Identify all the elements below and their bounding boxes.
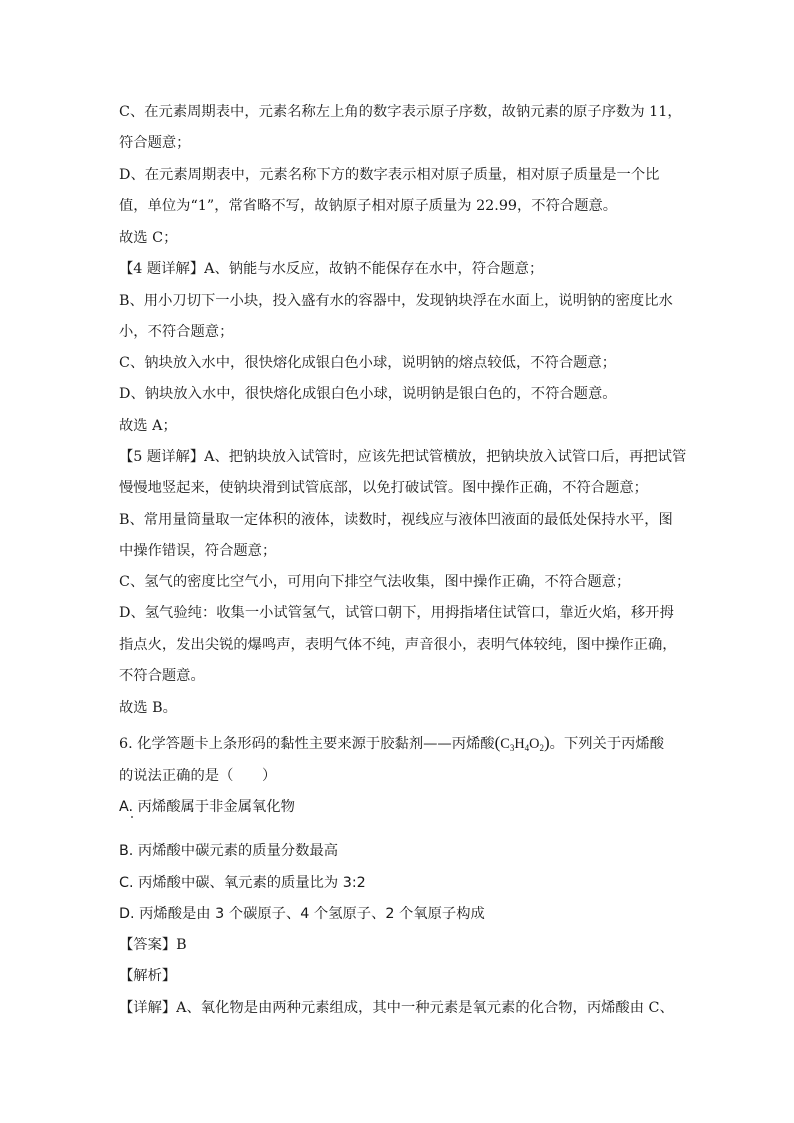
- text-line: B、常用量筒量取一定体积的液体，读数时，视线应与液体凹液面的最低处保持水平，图: [119, 512, 673, 528]
- analysis-heading: 【解析】: [119, 968, 177, 984]
- text-line: 故选 A；: [119, 418, 177, 434]
- question-lead: 6. 化学答题卡上条形码的黏性主要来源于胶黏剂——丙烯酸: [119, 736, 495, 752]
- stray-dot: [131, 816, 133, 818]
- answer-line: 【答案】B: [119, 937, 187, 953]
- text-line: 符合题意；: [119, 135, 191, 151]
- detail-line: 【详解】A、氧化物是由两种元素组成，其中一种元素是氧元素的化合物，丙烯酸由 C、: [119, 1000, 674, 1016]
- chemical-formula: $(C_3H_4O_2)$: [494, 733, 550, 753]
- text-line: 【5 题详解】A、把钠块放入试管时，应该先把试管横放，把钠块放入试管口后，再把试管: [119, 449, 687, 465]
- text-line: 中操作错误，符合题意；: [119, 543, 277, 559]
- text-line: C、在元素周期表中，元素名称左上角的数字表示原子序数，故钠元素的原子序数为 11，: [119, 104, 682, 120]
- text-line: 小，不符合题意；: [119, 324, 234, 340]
- text-line: D、氢气验纯：收集一小试管氢气，试管口朝下，用拇指堵住试管口，靠近火焰，移开拇: [119, 605, 674, 621]
- text-line: B、用小刀切下一小块，投入盛有水的容器中，发现钠块浮在水面上，说明钠的密度比水: [119, 293, 673, 309]
- text-line: 故选 B。: [119, 700, 177, 716]
- option-d: D. 丙烯酸是由 3 个碳原子、4 个氢原子、2 个氧原子构成: [119, 906, 485, 922]
- text-line: 慢慢地竖起来，使钠块滑到试管底部，以免打破试管。图中操作正确，不符合题意；: [119, 480, 648, 496]
- text-line: 值，单位为“1”，常省略不写，故钠原子相对原子质量为 22.99，不符合题意。: [119, 198, 618, 214]
- option-b: B. 丙烯酸中碳元素的质量分数最高: [119, 843, 339, 859]
- text-line: 【4 题详解】A、钠能与水反应，故钠不能保存在水中，符合题意；: [119, 261, 544, 277]
- question-stem-line2: 的说法正确的是（ ）: [119, 768, 277, 784]
- text-line: D、钠块放入水中，很快熔化成银白色小球，说明钠是银白色的，不符合题意。: [119, 386, 617, 402]
- text-line: 指点火，发出尖锐的爆鸣声，表明气体不纯，声音很小，表明气体较纯，图中操作正确，: [119, 637, 677, 653]
- option-a: A. 丙烯酸属于非金属氧化物: [119, 799, 295, 815]
- text-line: C、氢气的密度比空气小，可用向下排空气法收集，图中操作正确，不符合题意；: [119, 574, 631, 590]
- question-stem: [119, 733, 664, 758]
- text-line: 故选 C；: [119, 230, 178, 246]
- text-line: C、钠块放入水中，很快熔化成银白色小球，说明钠的熔点较低，不符合题意；: [119, 355, 617, 371]
- option-c: C. 丙烯酸中碳、氧元素的质量比为 3:2: [119, 875, 366, 891]
- text-line: 不符合题意。: [119, 668, 205, 684]
- question-tail: 。下列关于丙烯酸: [549, 736, 665, 752]
- text-line: D、在元素周期表中，元素名称下方的数字表示相对原子质量，相对原子质量是一个比: [119, 167, 660, 183]
